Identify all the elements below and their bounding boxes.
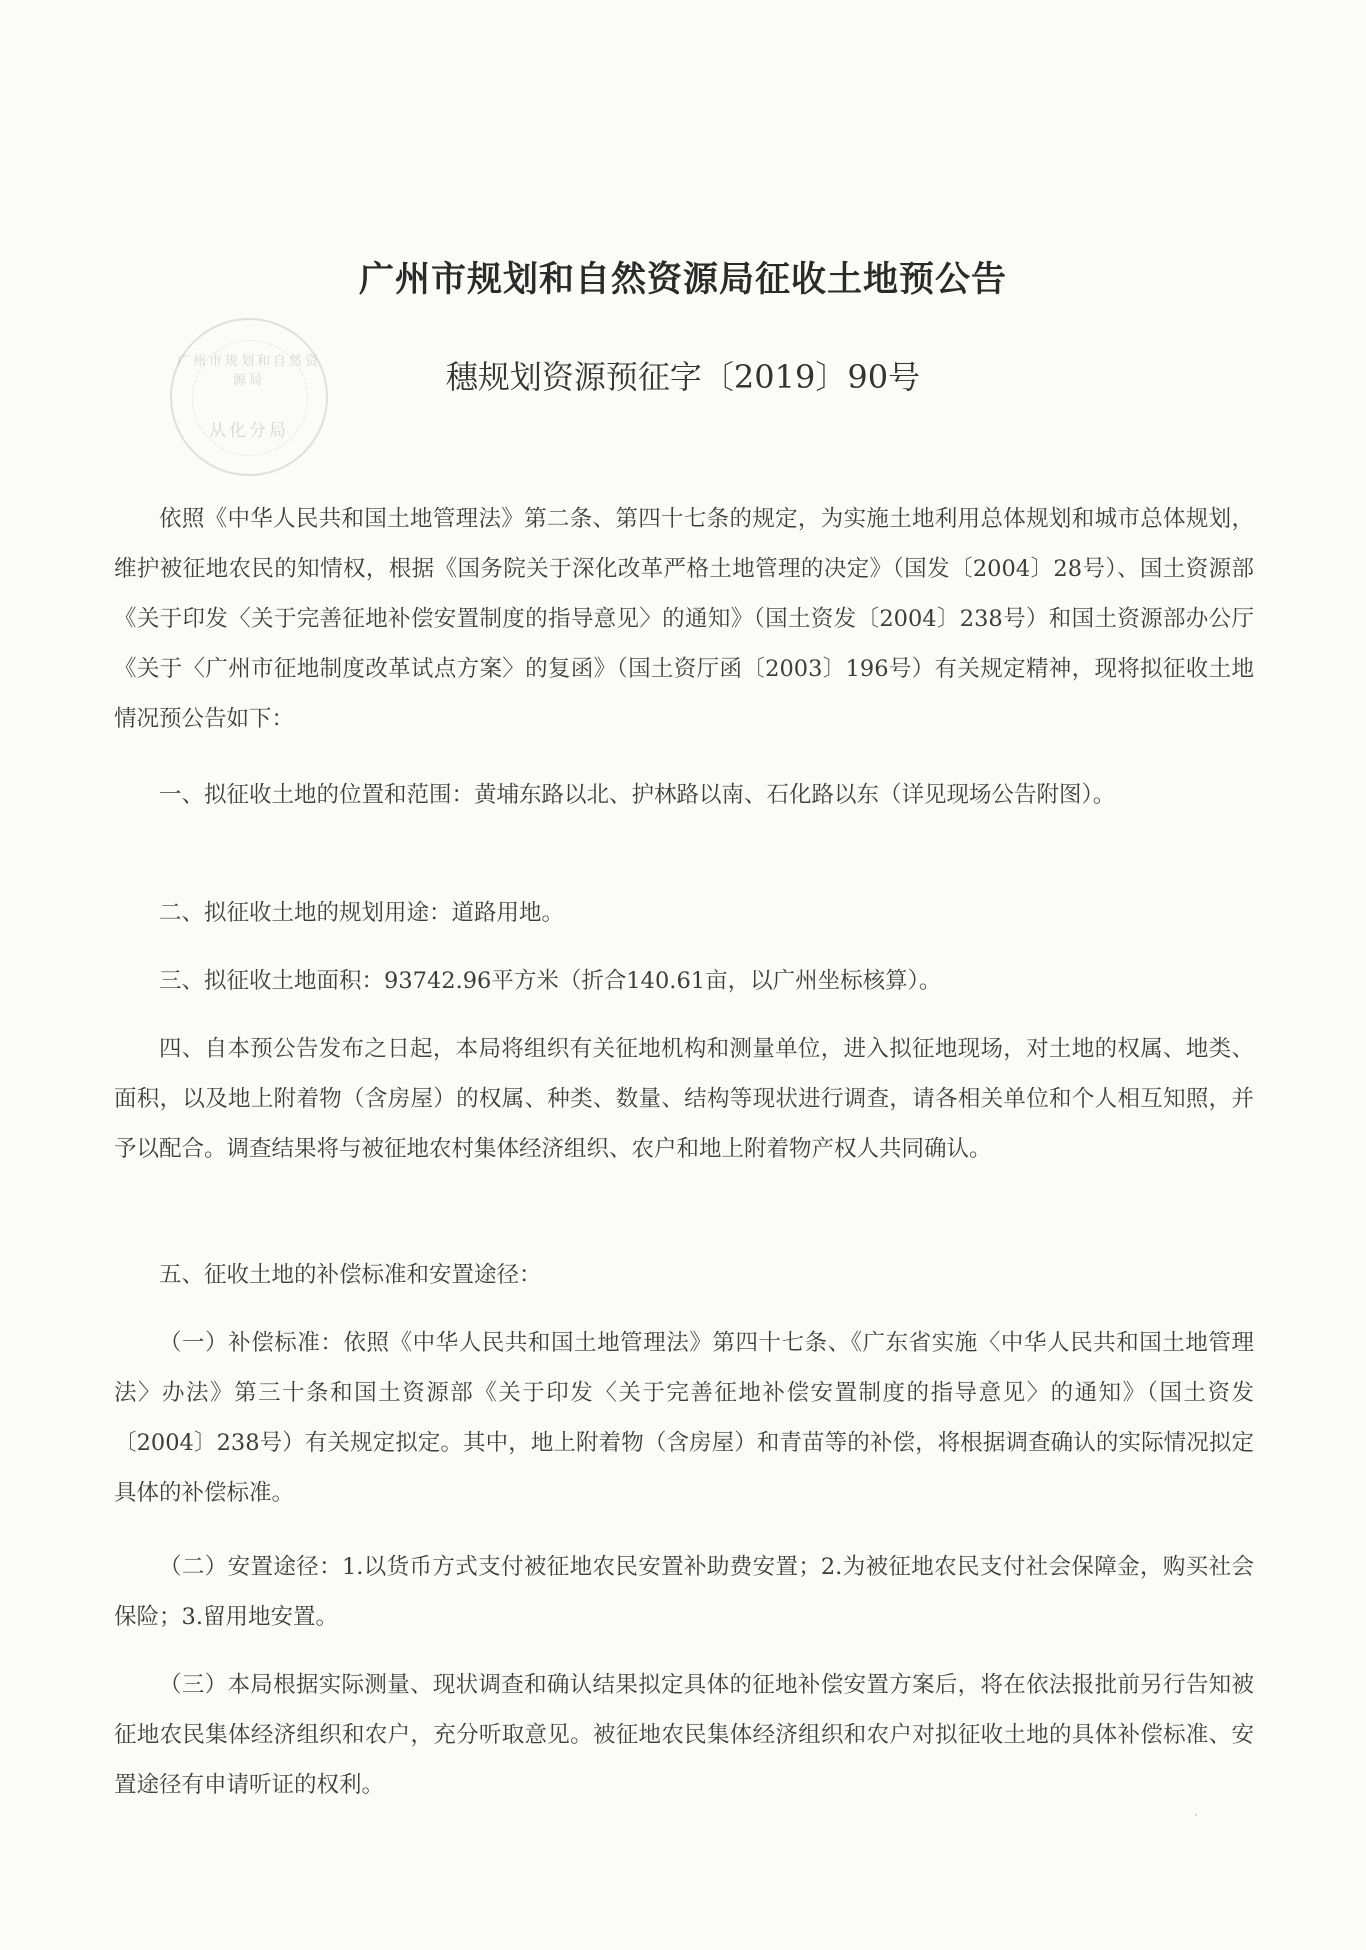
paragraph-location: 一、拟征收土地的位置和范围：黄埔东路以北、护林路以南、石化路以东（详见现场公告附图）。 [159,782,1116,808]
paragraph-survey: 四、自本预公告发布之日起，本局将组织有关征地机构和测量单位，进入拟征地现场，对土地的权属、地类、面积，以及地上附着物（含房屋）的权属、种类、数量、结构等现状进行调查，请各相关单位和个人相互知照，并予以配合。调查结果将与被征地农村集体经济组织、农户和地上附着物产权人共同确认。 [114,1036,1254,1162]
paragraph-compensation-heading: 五、征收土地的补偿标准和安置途径： [159,1262,542,1288]
scan-speck [1195,1814,1197,1816]
paragraph-area: 三、拟征收土地面积：93742.96平方米（折合140.61亩，以广州坐标核算）。 [159,968,942,994]
page-title: 广州市规划和自然资源局征收土地预公告 [358,260,1007,300]
seal-bottom-text: 从化分局 [209,421,289,441]
paragraph-usage: 二、拟征收土地的规划用途：道路用地。 [159,900,565,926]
paragraph-compensation-standard: （一）补偿标准：依照《中华人民共和国土地管理法》第四十七条、《广东省实施〈中华人民共和国土地管理法〉办法》第三十条和国土资源部《关于印发〈关于完善征地补偿安置制度的指导意见〉的通知》（国土资发〔2004〕238号）有关规定拟定。其中，地上附着物（含房屋）和青苗等的补偿，将根据调查确认的实际情况拟定具体的补偿标准。 [114,1330,1254,1506]
paragraph-hearing-right: （三）本局根据实际测量、现状调查和确认结果拟定具体的征地补偿安置方案后，将在依法报批前另行告知被征地农民集体经济组织和农户，充分听取意见。被征地农民集体经济组织和农户对拟征收土地的具体补偿标准、安置途径有申请听证的权利。 [114,1672,1254,1798]
paragraph-preamble: 依照《中华人民共和国土地管理法》第二条、第四十七条的规定，为实施土地利用总体规划和城市总体规划，维护被征地农民的知情权，根据《国务院关于深化改革严格土地管理的决定》（国发〔2004〕28号）、国土资源部《关于印发〈关于完善征地补偿安置制度的指导意见〉的通知》（国土资发〔2004〕238号）和国土资源部办公厅《关于〈广州市征地制度改革试点方案〉的复函》（国土资厅函〔2003〕196号）有关规定精神，现将拟征收土地情况预公告如下： [114,506,1254,732]
document-number: 穗规划资源预征字〔2019〕90号 [445,358,921,396]
seal-top-text: 广州市规划和自然资源局 [176,354,321,388]
paragraph-resettlement: （二）安置途径：1.以货币方式支付被征地农民安置补助费安置；2.为被征地农民支付社会保障金，购买社会保险；3.留用地安置。 [114,1554,1254,1630]
